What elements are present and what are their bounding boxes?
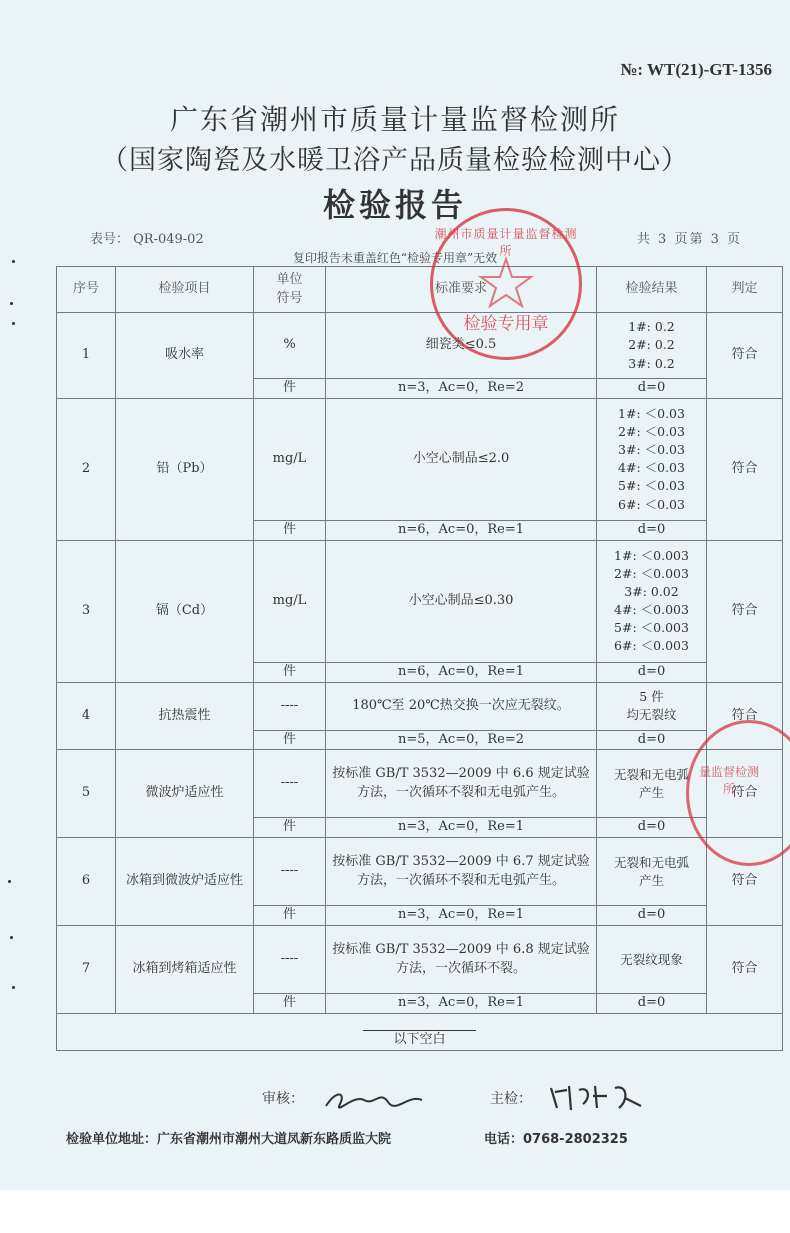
unit-cell: ---- (254, 838, 326, 906)
table-row (57, 926, 783, 994)
sample-unit-cell: 件 (254, 906, 326, 926)
sample-unit-cell: 件 (254, 994, 326, 1014)
table-row (57, 838, 783, 906)
result-line: 无裂和无电弧 (613, 766, 689, 782)
standard-cell (326, 926, 597, 994)
sample-result-cell: d=0 (597, 818, 707, 838)
standard-cell (326, 398, 597, 520)
seq-cell: 2 (57, 398, 116, 540)
standard-line: 180℃至 20℃热交换一次应无裂纹。 (352, 697, 570, 713)
organization-subtitle: （国家陶瓷及水暖卫浴产品质量检验检测中心） (101, 145, 689, 176)
result-line: 3#: 0.2 (628, 355, 675, 371)
header-result: 检验结果 (597, 267, 707, 313)
blank-row (57, 1013, 783, 1050)
speck (8, 880, 11, 883)
unit-cell: mg/L (254, 398, 326, 520)
result-cell (597, 926, 707, 994)
result-line: 5#: ＜0.003 (614, 620, 689, 636)
sample-plan-cell: n=5，Ac=0，Re=2 (326, 730, 597, 750)
result-line: 无裂和无电弧 (613, 854, 689, 870)
result-cell (597, 682, 707, 730)
document-number: №: WT(21)-GT-1356 (620, 60, 772, 79)
partial-seal-text: 量监督检测所 (699, 765, 760, 796)
inspection-table (56, 266, 783, 1051)
header-standard: 标准要求 (326, 267, 597, 313)
standard-cell (326, 750, 597, 818)
header-item: 检验项目 (116, 267, 254, 313)
result-line: 4#: ＜0.003 (614, 602, 689, 618)
header-unit-line1: 单位 (276, 271, 303, 287)
speck (12, 986, 15, 989)
result-line: 2#: ＜0.003 (614, 565, 689, 581)
sample-result-cell: d=0 (597, 994, 707, 1014)
item-cell: 冰箱到烤箱适应性 (116, 926, 254, 1014)
standard-line: 细瓷类≤0.5 (425, 337, 497, 353)
table-row (57, 682, 783, 730)
sample-plan-cell: n=6，Ac=0，Re=1 (326, 520, 597, 540)
blank-cell (57, 1013, 783, 1050)
inspection-seal (430, 208, 582, 360)
verdict-cell: 符合 (707, 398, 783, 540)
standard-line: 小空心制品≤0.30 (408, 592, 514, 608)
seal-star-icon (433, 211, 579, 357)
standard-line: 方法，一次循环不裂和无电弧产生。 (356, 784, 565, 800)
unit-cell: ---- (254, 750, 326, 818)
result-cell (597, 313, 707, 379)
result-line: 均无裂纹 (626, 707, 677, 723)
form-number: 表号： QR-049-02 (90, 232, 204, 247)
result-line: 5 件 (639, 688, 664, 704)
standard-line: 方法，一次循环不裂和无电弧产生。 (356, 872, 565, 888)
table-row (57, 398, 783, 520)
sample-result-cell: d=0 (597, 662, 707, 682)
result-line: 3#: ＜0.03 (618, 442, 685, 458)
reviewer-label: 审核： (262, 1091, 304, 1107)
sample-plan-cell: n=3，Ac=0，Re=1 (326, 818, 597, 838)
result-line: 2#: ＜0.03 (618, 424, 685, 440)
seq-cell: 6 (57, 838, 116, 926)
sample-plan-cell: n=3，Ac=0，Re=1 (326, 906, 597, 926)
item-cell: 吸水率 (116, 313, 254, 399)
result-line: 2#: 0.2 (628, 337, 675, 353)
result-line: 5#: ＜0.03 (618, 478, 685, 494)
header-seq: 序号 (57, 267, 116, 313)
result-line: 无裂纹现象 (620, 951, 683, 967)
sample-unit-cell: 件 (254, 730, 326, 750)
item-cell: 铅（Pb） (116, 398, 254, 540)
standard-line: 按标准 GB/T 3532—2009 中 6.6 规定试验 (332, 766, 590, 782)
organization-name: 广东省潮州市质量计量监督检测所 (169, 103, 620, 136)
item-cell: 镉（Cd） (116, 540, 254, 682)
seq-cell: 3 (57, 540, 116, 682)
result-line: 3#: 0.02 (624, 584, 679, 600)
standard-cell (326, 540, 597, 662)
sample-result-cell: d=0 (597, 730, 707, 750)
unit-cell: ---- (254, 682, 326, 730)
sample-unit-cell: 件 (254, 379, 326, 399)
header-verdict: 判定 (707, 267, 783, 313)
verdict-cell: 符合 (707, 313, 783, 399)
result-line: 4#: ＜0.03 (618, 460, 685, 476)
result-line: 1#: ＜0.03 (618, 405, 685, 421)
table-header-row (57, 267, 783, 313)
seal-center-text: 检验专用章 (463, 314, 549, 334)
standard-line: 方法，一次循环不裂。 (395, 960, 526, 976)
unit-cell: % (254, 313, 326, 379)
sample-result-cell: d=0 (597, 906, 707, 926)
speck (10, 936, 13, 939)
result-cell (597, 398, 707, 520)
verdict-cell: 符合 (707, 750, 783, 838)
result-cell (597, 540, 707, 662)
result-cell (597, 838, 707, 906)
item-cell: 抗热震性 (116, 682, 254, 750)
sample-result-cell: d=0 (597, 520, 707, 540)
verdict-cell: 符合 (707, 540, 783, 682)
sample-result-cell: d=0 (597, 379, 707, 399)
standard-cell (326, 682, 597, 730)
verdict-cell: 符合 (707, 926, 783, 1014)
seq-cell: 5 (57, 750, 116, 838)
lab-phone: 电话：0768-2802325 (484, 1132, 628, 1147)
blank-note: 以下空白 (363, 1030, 475, 1050)
unit-cell: mg/L (254, 540, 326, 662)
sample-unit-cell: 件 (254, 818, 326, 838)
result-line: 1#: 0.2 (628, 319, 675, 335)
inspector-label: 主检： (490, 1091, 532, 1107)
result-line: 产生 (638, 872, 664, 888)
standard-cell (326, 838, 597, 906)
seal-arc-text: 潮州市质量计量监督检测所 (434, 227, 578, 258)
sample-plan-cell: n=3，Ac=0，Re=1 (326, 994, 597, 1014)
sample-plan-cell: n=6，Ac=0，Re=1 (326, 662, 597, 682)
standard-line: 按标准 GB/T 3532—2009 中 6.7 规定试验 (332, 853, 590, 869)
report-title: 检验报告 (322, 186, 467, 224)
sample-plan-cell: n=3，Ac=0，Re=2 (326, 379, 597, 399)
inspector-signature (545, 1078, 655, 1118)
result-line: 6#: ＜0.003 (614, 638, 689, 654)
seq-cell: 1 (57, 313, 116, 399)
verdict-cell: 符合 (707, 838, 783, 926)
item-cell: 冰箱到微波炉适应性 (116, 838, 254, 926)
sample-unit-cell: 件 (254, 662, 326, 682)
sample-unit-cell: 件 (254, 520, 326, 540)
header-unit-line2: 符号 (276, 290, 303, 306)
table-row (57, 313, 783, 379)
verdict-cell: 符合 (707, 682, 783, 750)
header-unit (254, 267, 326, 313)
standard-line: 小空心制品≤2.0 (412, 450, 510, 466)
speck (12, 322, 15, 325)
unit-cell: ---- (254, 926, 326, 994)
table-row (57, 540, 783, 662)
result-line: 1#: ＜0.003 (614, 547, 689, 563)
copy-notice: 复印报告未重盖红色“检验专用章”无效 (292, 251, 498, 265)
speck (10, 302, 13, 305)
reviewer-signature (318, 1084, 428, 1116)
seq-cell: 7 (57, 926, 116, 1014)
item-cell: 微波炉适应性 (116, 750, 254, 838)
seq-cell: 4 (57, 682, 116, 750)
table-row (57, 750, 783, 818)
result-line: 产生 (638, 784, 664, 800)
page-info: 共 3 页第 3 页 (636, 232, 742, 247)
lab-address: 检验单位地址：广东省潮州市潮州大道凤新东路质监大院 (66, 1132, 392, 1147)
result-line: 6#: ＜0.03 (618, 496, 685, 512)
standard-line: 按标准 GB/T 3532—2009 中 6.8 规定试验 (332, 941, 590, 957)
